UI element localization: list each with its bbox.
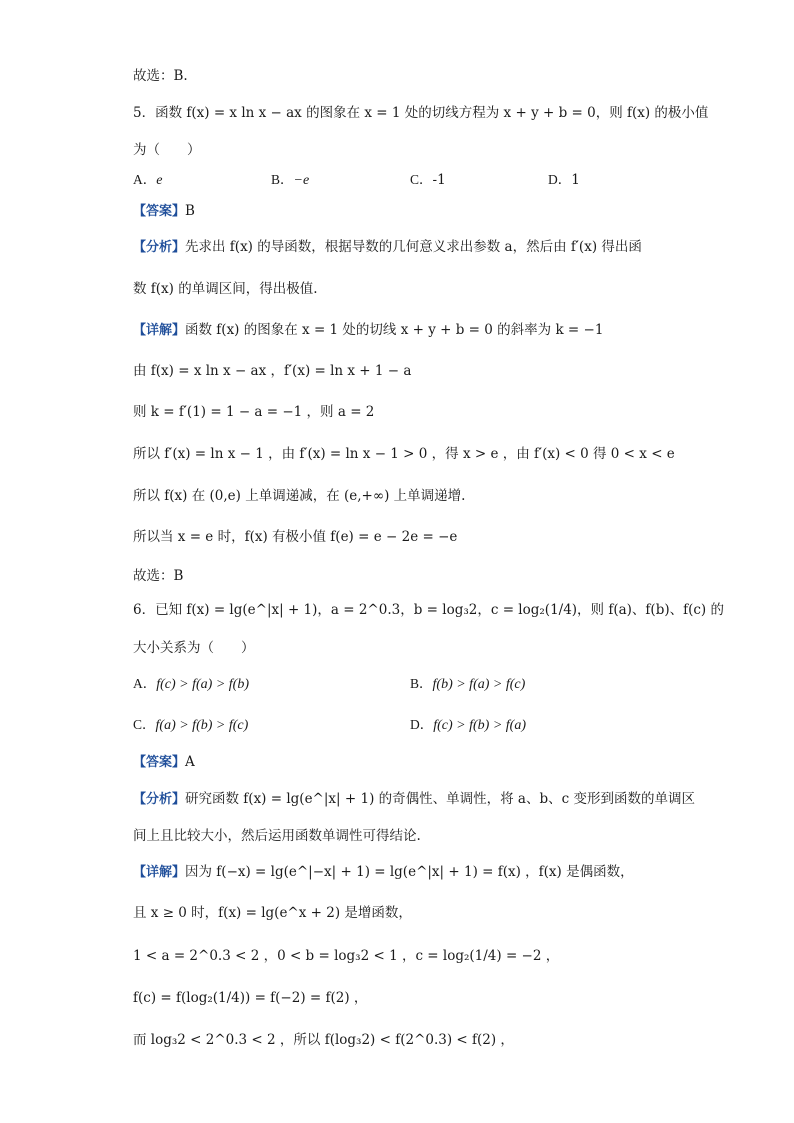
question-5-detail-line-3: 则 k = f′(1) = 1 − a = −1 ，则 a = 2 <box>133 404 375 420</box>
question-5-answer: 【答案】B <box>133 203 195 219</box>
question-5-option-a: A．e <box>133 172 163 188</box>
question-6-option-c: C．f(a) > f(b) > f(c) <box>133 717 249 733</box>
question-6-analysis-line-2: 间上且比较大小，然后运用函数单调性可得结论. <box>133 828 421 844</box>
question-5-stem-line-1: 5．函数 f(x) = x ln x − ax 的图象在 x = 1 处的切线方程为 x + y + b = 0，则 f(x) 的极小值 <box>133 105 709 121</box>
question-6-option-b: B．f(b) > f(a) > f(c) <box>410 676 526 692</box>
question-6-detail-line-5: 而 log₃2 < 2^0.3 < 2 ，所以 f(log₃2) < f(2^0.3) < f(2) ， <box>133 1032 514 1048</box>
answer-tag: 【答案】 <box>133 755 186 770</box>
question-6-answer: 【答案】A <box>133 754 195 770</box>
question-5-detail-line-5: 所以 f(x) 在 (0,e) 上单调递减，在 (e,+∞) 上单调递增. <box>133 488 466 504</box>
question-6-option-d: D．f(c) > f(b) > f(a) <box>410 717 526 733</box>
question-6-analysis-line-1: 【分析】研究函数 f(x) = lg(e^|x| + 1) 的奇偶性、单调性，将 a、b、c 变形到函数的单调区 <box>133 791 695 807</box>
question-6-stem-line-2: 大小关系为（ ） <box>133 640 255 656</box>
question-5-detail-line-4: 所以 f′(x) = ln x − 1 ，由 f′(x) = ln x − 1 > 0 ，得 x > e ，由 f′(x) < 0 得 0 < x < e <box>133 446 675 462</box>
question-5-conclusion: 故选：B <box>133 568 184 584</box>
question-6-detail-line-4: f(c) = f(log₂(1/4)) = f(−2) = f(2) ， <box>133 990 368 1006</box>
question-6-option-a: A．f(c) > f(a) > f(b) <box>133 676 249 692</box>
question-6-detail-line-3: 1 < a = 2^0.3 < 2 ，0 < b = log₃2 < 1 ，c = log₂(1/4) = −2 ， <box>133 948 560 964</box>
question-5-analysis-line-1: 【分析】先求出 f(x) 的导函数，根据导数的几何意义求出参数 a，然后由 f′(x) 得出函 <box>133 239 642 255</box>
question-6-detail-line-1: 【详解】因为 f(−x) = lg(e^|−x| + 1) = lg(e^|x| + 1) = f(x) ，f(x) 是偶函数， <box>133 864 634 880</box>
question-6-detail-line-2: 且 x ≥ 0 时，f(x) = lg(e^x + 2) 是增函数， <box>133 905 412 921</box>
question-5-detail-line-6: 所以当 x = e 时，f(x) 有极小值 f(e) = e − 2e = −e <box>133 529 458 545</box>
question-5-detail-line-2: 由 f(x) = x ln x − ax ，f′(x) = ln x + 1 − a <box>133 363 412 379</box>
question-5-stem-line-2: 为（ ） <box>133 142 201 158</box>
question-6-stem-line-1: 6．已知 f(x) = lg(e^|x| + 1)，a = 2^0.3，b = log₃2，c = log₂(1/4)，则 f(a)、f(b)、f(c) 的 <box>133 602 724 618</box>
question-5-option-b: B．−e <box>271 172 310 188</box>
question-5-analysis-line-2: 数 f(x) 的单调区间，得出极值. <box>133 281 318 297</box>
answer-tag: 【答案】 <box>133 204 186 219</box>
detail-tag: 【详解】 <box>133 865 186 880</box>
analysis-tag: 【分析】 <box>133 240 186 255</box>
conclusion-text: 故选：B. <box>133 68 188 84</box>
analysis-tag: 【分析】 <box>133 792 186 807</box>
question-5-detail-line-1: 【详解】函数 f(x) 的图象在 x = 1 处的切线 x + y + b = 0 的斜率为 k = −1 <box>133 322 604 338</box>
detail-tag: 【详解】 <box>133 323 186 338</box>
question-5-option-d: D．1 <box>548 172 580 188</box>
question-5-option-c: C．-1 <box>410 172 446 188</box>
